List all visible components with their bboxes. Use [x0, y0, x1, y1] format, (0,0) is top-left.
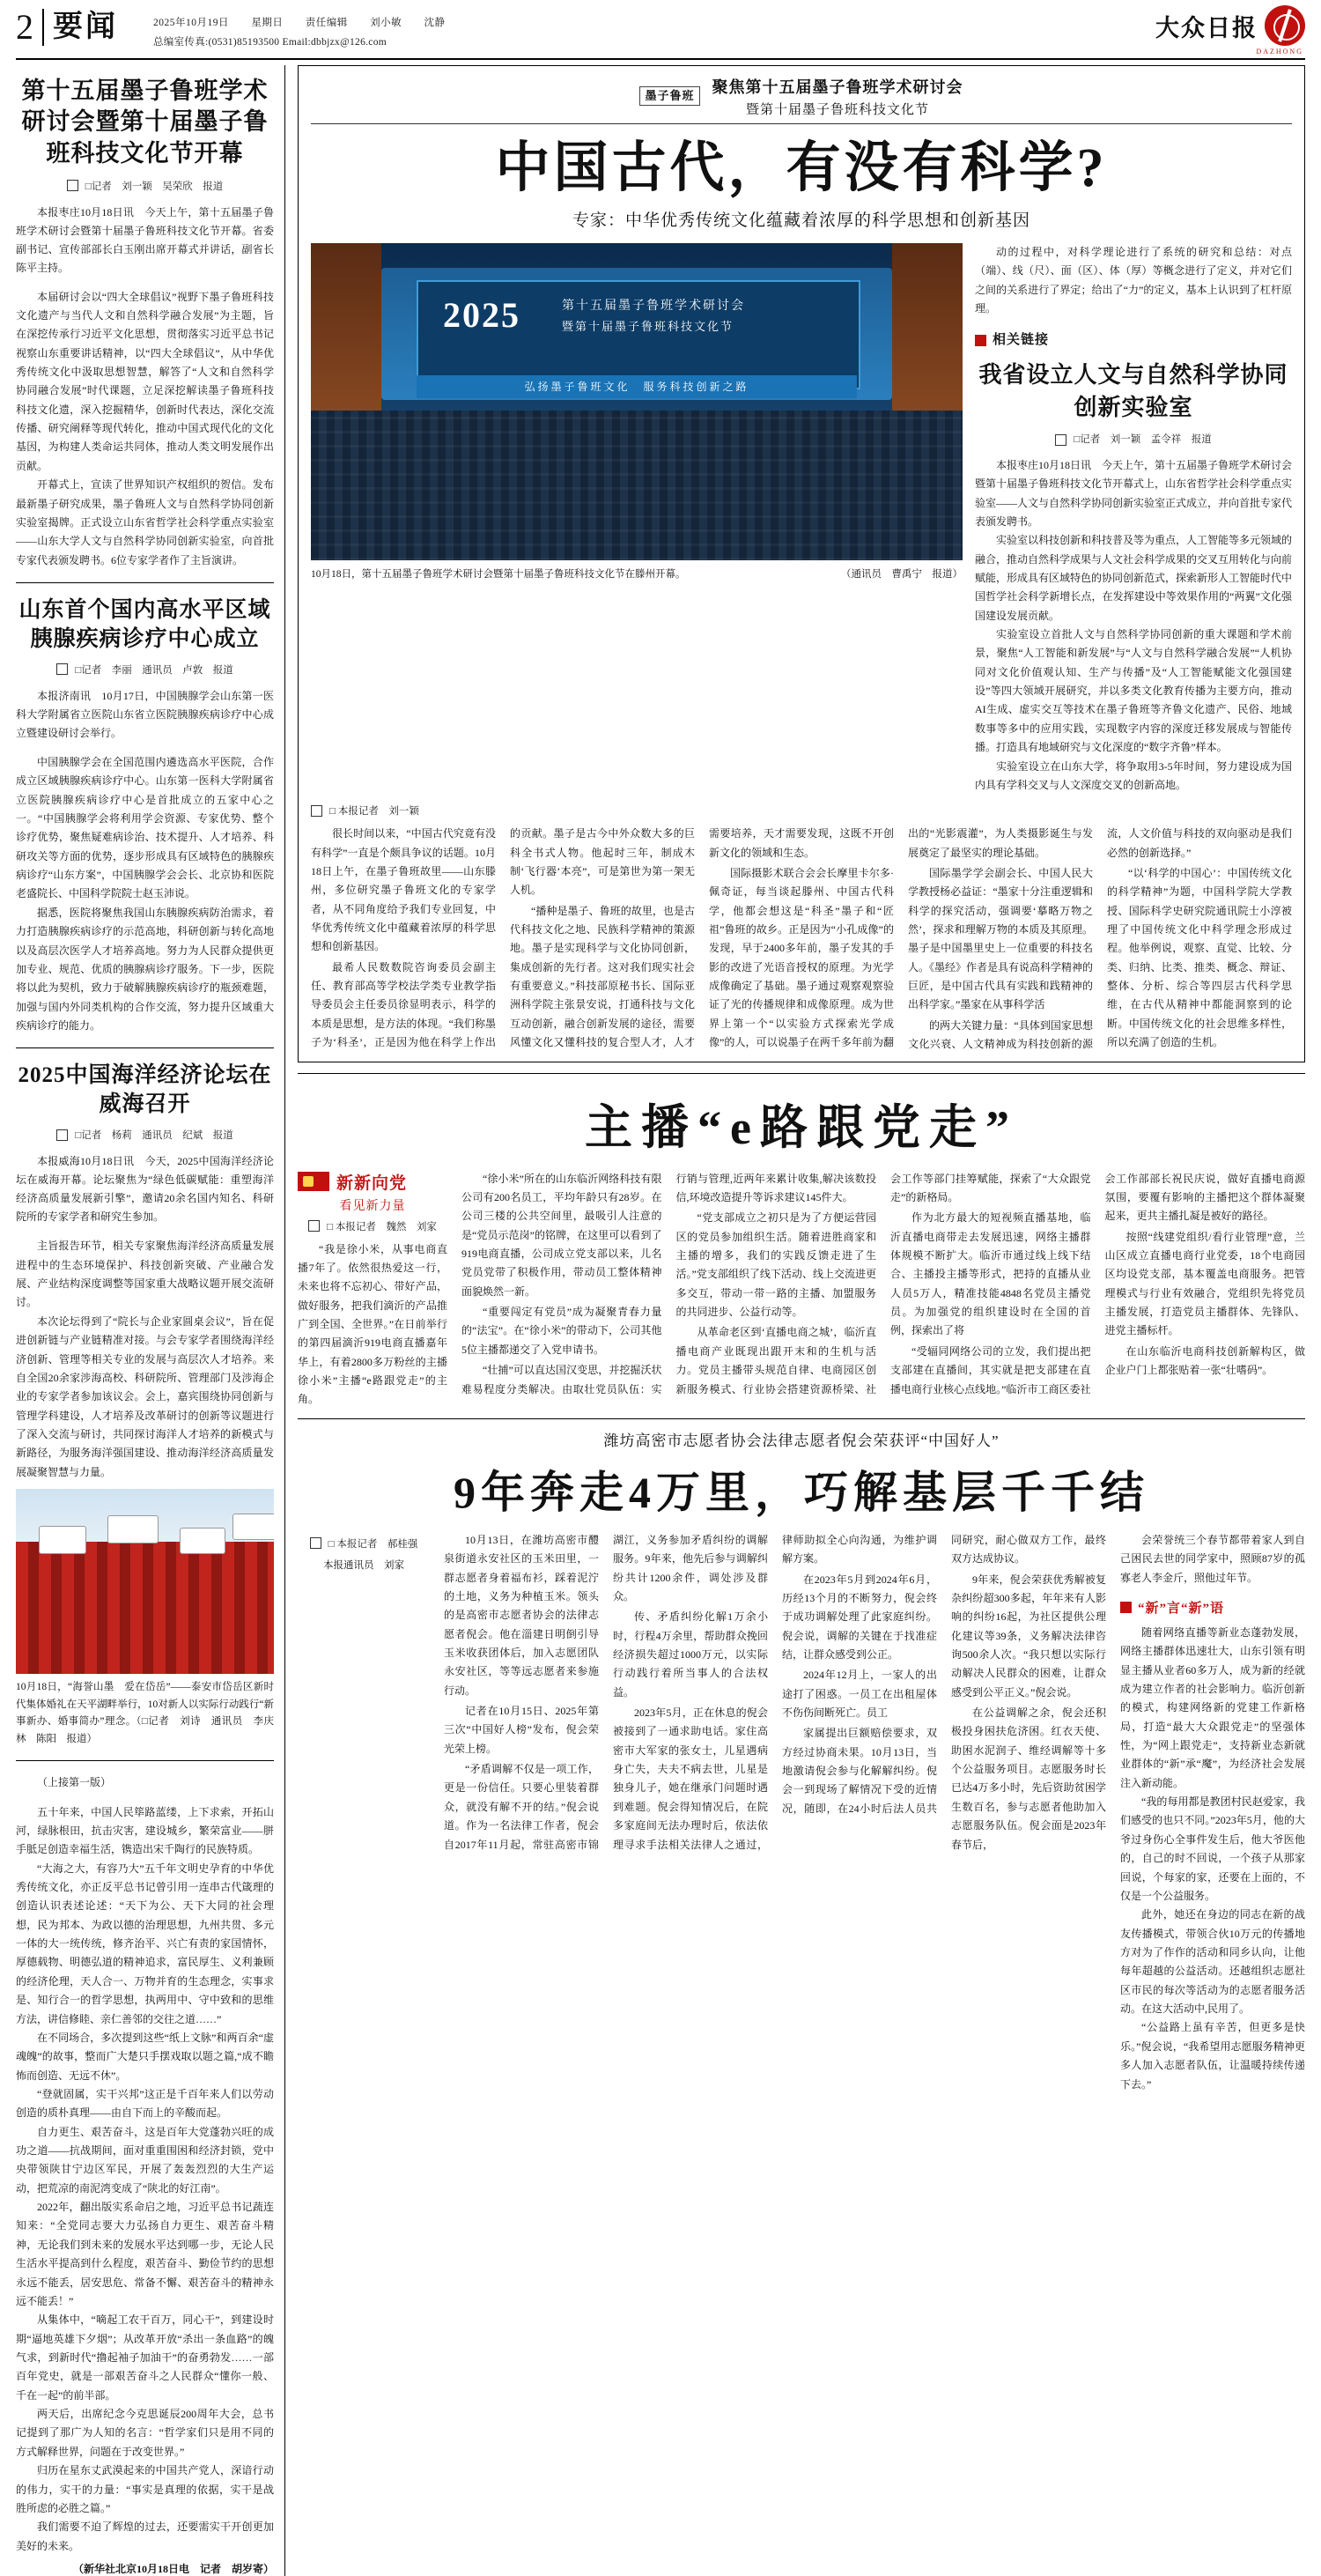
- feature-para: 国际摄影术联合会会长摩里卡尔多·佩奇证，每当谈起滕州、中国古代科学，他都会想这是“科圣”墨子和“匠祖”鲁班的故乡。正是因为“小孔成像”的发现，早于2400多年前，墨子发其的手影的改进了光语音授权的原理。为光学成像确定了基础。墨子通过观察观察验证了光的传播规律和成像原理。成为世界上第一个“以实验方式探索光学成像”的人，可以说墨子在两千多年前为翻出的“光影震灌”，为人类摄影诞生与发展奠定了最坚实的理论基础。: [709, 827, 1093, 1049]
- editor-name-1: 刘小敏: [370, 18, 402, 28]
- photo-audience: [311, 411, 963, 560]
- contact-line: 总编室传真:(0531)85193500 Email:dbbjzx@126.com: [153, 36, 387, 48]
- feature-byline: [311, 803, 1292, 818]
- cont-para-3: 在不同场合，多次提到这些“纸上文脉”和两百余“虚魂魄”的故事，整而广大楚只手摆戏取以题之篇,“成不瞻怖而创造、无远不休”。: [16, 2031, 274, 2082]
- editor-name-2: 沈静: [424, 18, 446, 28]
- section-2-para: “受辐同网络公司的立发，我们提出把支部建在直播间，其实就是把支部建在直播电商行业核心点线地。”临沂市工商区委社会工作部部长祝民庆说，做好直播电商源氛围，要覆有影响的主播把这个群体凝聚起来，更共主播扎凝是被好的路径。: [890, 1172, 1305, 1395]
- article-1-title: 第十五届墨子鲁班学术研讨会暨第十届墨子鲁班科技文化节开幕: [21, 77, 269, 167]
- section-3-right-para-3: 此外，她还在身边的同志在新的战友传播模式，带领合伙10万元的传播地方对为了作作的活动和同乡认向，让他每年超越的公益活动。还越组织志愿社区市民的每次等活动为的志愿者服务活动。在这大活动中,民用了。: [1120, 1908, 1305, 2016]
- paper-name-en: DAZHONG: [1256, 48, 1303, 56]
- section-3: [298, 1418, 1305, 2094]
- section-2: [298, 1073, 1305, 1410]
- feature-side-column: [975, 243, 1292, 795]
- photo-sign: [180, 1528, 225, 1554]
- caption-credit: （通讯员 曹禹宁 报道）: [841, 568, 963, 580]
- section-3-byline-1: [298, 1536, 430, 1551]
- divider: [16, 582, 274, 583]
- cont-para-7: 从集体中，“嘀起工农干百万，同心干”，到建设时期“逼地英雄下夕烟”；从改革开放“杀出一条血路”的魄气求，到新时代“撸起袖子加油干”的奋勇勃发……一部百年党史，就是一部艰苦奋斗之人民群众“懂你一般、千在一起”的前半部。: [16, 2313, 274, 2402]
- article-3-lead: 本报威海10月18日讯 今天，2025中国海洋经济论坛在威海开幕。论坛聚焦为“绿色低碳赋能：重塑海洋经济高质量发展新引擎”，邀请20余名国内知名、科研院所的专家学者和研究生参加。: [16, 1155, 274, 1224]
- feature-para: 很长时间以来，“中国古代究竟有没有科学”一直是个颇具争议的话题。10月18日上午，在墨子鲁班故里——山东滕州，多位研究墨子鲁班文化的专家学者，从不同角度给予我们专业回复，中华优秀传统文化中蕴藏着浓厚的科学思想和创新基因。: [311, 827, 496, 953]
- article-1-byline: [16, 179, 274, 193]
- mozi-luban-logo: 墨子鲁班: [639, 86, 699, 106]
- wedding-photo-caption: 10月18日，“海誉山墨 爱在岱岳”——泰安市岱岳区新时代集体婚礼在天平湖畔举行，10对新人以实际行动践行“新事新办、婚事简办”理念。（□记者 刘诗 通讯员 李庆林 陈阳 报道）: [16, 1682, 274, 1744]
- section-2-para: “徐小米”所在的山东临沂网络科技有限公司有200名员工，平均年龄只有28岁。在公司三楼的公共空间里，最吸引人注意的是“党员示范岗”的铭牌，在这里可以看到了919电商直播，公司成立党支部以来，儿名党员党带了积极作用，带动员工整体精神面貌焕然一新。: [461, 1172, 662, 1298]
- section-3-right-para-4: “公益路上虽有辛苦，但更多是快乐。”倪会说，“我希望用志愿服务精神更多人加入志愿者队伍，让温暖持续传递下去。”: [1120, 2021, 1305, 2091]
- related-links-header: [975, 329, 1292, 352]
- editor-label: 责任编辑: [305, 18, 348, 28]
- article-3-byline: [16, 1128, 274, 1142]
- feature-para: 最希人民数数院咨询委员会副主任、教育部高等学校法学类专业教学指导委员会主任委员徐显明表示，科学的本质是思想，是方法的体现。“我们称墨子为‘科圣’，正是因为他在科学上作出的贡献。墨子是古今中外众数大多的巨科全书式人物。他起时三年，制成木制‘飞行器’本亮”，可是第世为第一架无人机。: [311, 827, 695, 1049]
- masthead: [16, 0, 1305, 60]
- column-name: 新新向党: [336, 1173, 408, 1193]
- byline-box-icon: [56, 1129, 68, 1141]
- section-title: 要闻: [53, 11, 118, 43]
- page-number: 2: [16, 7, 33, 47]
- party-flag-header: [298, 1170, 447, 1194]
- section-3-para: “矛盾调解不仅是一项工作，更是一份信任。只要心里装着群众，就没有解不开的结。”倪会说道。作为一名法律工作者，倪会自2017年11月起，常驻高密市锦湖江，义务参加矛盾纠纷的调解服务。9年来，他先后参与调解纠纷共计1200余件，调处涉及群众。: [444, 1533, 768, 1851]
- date-text: 2025年10月19日: [153, 18, 229, 28]
- photo-screen-line-1: 第十五届墨子鲁班学术研讨会: [562, 299, 745, 313]
- section-3-para: 2024年12月上，一家人的出途打了困惑。一员工在出租屋体不伤伤间断死亡。员工: [782, 1669, 937, 1720]
- feature-title: 中国古代，有没有科学?: [495, 137, 1108, 198]
- feature-para: 的两大关键力量：“具体到国家思想文化兴衰、人文精神成为科技创新的源流，人文价值与科技的双向驱动是我们必然的创新选择。”: [908, 827, 1292, 1051]
- left-column: [16, 65, 285, 2576]
- section-2-flag-block: [298, 1170, 447, 1410]
- section-2-byline: [298, 1219, 447, 1233]
- related-para-2: 实验室以科技创新和科技普及等为重点，人工智能等多元领域的融合，推动自然科学成果与人文社会科学成果的交叉互用转化与向前赋能，形成具有区域特色的协同创新范式，探索新形人工智能时代中国哲学社会科学新增长点，在发挥建设中等效果作用的“两翼”文化强国建设发展贡献。: [975, 534, 1293, 622]
- article-2-para-2: 据悉，医院将聚焦我国山东胰腺疾病防治需求，着力打造胰腺疾病诊疗的示范高地，科研创新与转化高地以及高层次医学人才培养高地。努力为人民群众提供更加专业、规范、优质的胰腺病诊疗服务。下一步，医院将以此为契机，致力于破解胰腺疾病诊疗的瓶颈难题，加强与国内外同类机构的合作交流，努力提升区域重大疾病诊疗的能力。: [16, 906, 274, 1032]
- section-3-para: 家属提出巨额赔偿要求，双方经过协商未果。10月13日，当地激请倪会参与化解解纠纷。倪会一到现场了解情况下受的近情况，随即，在24小时后法人员共同研究，耐心做双方工作，最终双方达成协议。: [782, 1533, 1106, 1815]
- masthead-meta: [130, 9, 1305, 53]
- conference-photo: [311, 243, 963, 560]
- photo-screen-band: 弘扬墨子鲁班文化 服务科技创新之路: [417, 375, 857, 398]
- feature-body: [311, 243, 1292, 795]
- related-para-3: 实验室设立首批人文与自然科学协同创新的重大课题和学术前景，聚焦“人工智能和新发展”与“人文与自然科学融合发展”“人机协同对文化价值观认知、生产与传播”及“人工智能赋能文化强国建设”等四大领域开展研究，并以多类文化教育传播为主要方向，推动AI生成、虚实交互等技术在墨子鲁班等齐鲁文化遗产、民俗、地域数事等多中的应用实践，实现数字内容的深度迁移发展成与智能传播。打造具有地域研究与文化深度的“数字齐鲁”样本。: [975, 628, 1292, 754]
- feature-photo-block: [311, 243, 963, 795]
- section-3-para: 传、矛盾纠纷化解1万余小时，行程4万余里，帮助群众挽回经济损失超过1000万元，以实际行动践行着所当事人的合法权益。: [613, 1610, 768, 1699]
- right-column: [285, 65, 1305, 2576]
- byline-text: □记者 刘一颖 吴荣欣 报道: [85, 181, 224, 192]
- related-para-4: 实验室设立在山东大学，将争取用3-5年时间，努力建设成为国内具有学科交叉与人文深度交叉的创新高地。: [975, 759, 1292, 791]
- article-3-para-1: 主旨报告环节，相关专家聚焦海洋经济高质量发展进程中的生态环境保护、科技创新突破、产业融合发展、产业结构深度调整等国家重大战略议题开展交流研讨。: [16, 1240, 274, 1309]
- byline-box-icon: [310, 1537, 321, 1549]
- kicker-text: [712, 75, 963, 118]
- byline-text: □记者 杨莉 通讯员 纪斌 报道: [75, 1130, 233, 1142]
- divider: [16, 1760, 274, 1761]
- photo-sign: [232, 1514, 274, 1540]
- quote-column-text: 随着网络直播等新业态蓬勃发展，网络主播群体迅速壮大，山东引领有明显主播从业者60多万人，成为新的经就成为建立作者的社会影响力。临沂创新的模式，构建网络新的党建工作新格局，打造“最大大众跟党走”的坚强体性，为“网上跟党走”，支持新业态新就业群体的“新”承“魔”，为经济社会发展注入新动能。: [1120, 1625, 1305, 1789]
- section-2-para: 按照“线建党组织/看行业管理”意，兰山区成立直播电商行业党委，18个电商园区均设党支部，基本覆盖电商服务。把管理模式与行业有效融合，党组织先将党员主播发展，打造党员主播群体、先锋队、进党主播标杆。: [1104, 1230, 1305, 1337]
- section-3-para: 记者在10月15日、2025年第三次“中国好人榜”发布，倪会荣光荣上榜。: [444, 1705, 599, 1755]
- article-2-byline: [16, 663, 274, 677]
- byline-box-icon: [311, 805, 322, 817]
- section-2-para: “壮捕”可以直达国汉变思，并挖掘沃状难易程度分类解决。由取壮党员队伍：实行销与管理,近两年来累计收集,解决该数投信,环境改造提升等诉求建议145件大。: [461, 1172, 876, 1395]
- byline-box-icon: [308, 1220, 320, 1232]
- article-2-lead: 本报济南讯 10月17日，中国胰腺学会山东第一医科大学附属省立医院山东省立医院胰腺疾病诊疗中心成立暨建设研讨会举行。: [16, 689, 274, 739]
- cont-para-1: 五十年来，中国人民筚路蓝缕，上下求索，开拓山河，绿脉根田，抗击灾害，建设城乡，繁荣富业——胼手胝足创造幸福生活，镌造出宋千陶行的民族特质。: [16, 1805, 274, 1856]
- quote-column-header: [1120, 1598, 1305, 1617]
- section-3-byline-2: 本报通讯员 刘家: [323, 1559, 404, 1571]
- divider: [16, 1047, 274, 1048]
- masthead-divider: [42, 9, 44, 46]
- section-2-columns: [461, 1170, 1305, 1399]
- date-line: [153, 14, 1305, 33]
- section-3-lead: 潍坊高密市志愿者协会法律志愿者倪会荣获评“中国好人”: [603, 1432, 1000, 1449]
- weekday-text: 星期日: [251, 18, 284, 28]
- photo-sign: [39, 1526, 86, 1554]
- article-1-para-2: 开幕式上，宣读了世界知识产权组织的贺信。发布最新墨子研究成果，墨子鲁班人文与自然科学协同创新实验室揭牌。正式设立山东省哲学社会科学重点实验室——山东大学人文与自然科学协同创新实验室，向首批专家代表颁发聘书。6位专家学者作了主旨演讲。: [16, 478, 274, 566]
- paper-logo: [1155, 5, 1305, 56]
- related-article-byline: [975, 431, 1292, 449]
- cont-para-6: 2022年，翻出版实系命启之地，习近平总书记蔬连知来：“全党同志要大力弘扬自力更生、艰苦奋斗精神，无论我们到未来的发展水平达到哪一步，无论人民生活水平提高到什么程度，艰苦奋斗、勤俭节约的思想永远不能丢，居安思危、常备不懈、艰苦奋斗的精神永远不能丢！”: [16, 2201, 274, 2307]
- related-article-title: 我省设立人文与自然科学协同创新实验室: [978, 362, 1288, 420]
- byline-text: □记者 刘一颖 孟令祥 报道: [1074, 434, 1212, 446]
- article-1-lead: 本报枣庄10月18日讯 今天上午，第十五届墨子鲁班学术研讨会暨第十届墨子鲁班科技文化节开幕。省委副书记、宣传部部长白玉刚出席开幕式并讲话，副省长陈平主持。: [16, 205, 274, 274]
- cont-para-2: “大海之大，有容乃大”五千年文明史孕育的中华优秀传统文化，亦正反平总书记曾引用一连串古代箴理的创造认识表述论述：“天下为公、天下大同的社会理想，民为邦本、为政以德的治理思想，九州共贯、多元一体的大一统传统，修齐治平、兴亡有责的家国情怀，厚德载物、明德弘道的精神追求，富民厚生、义利兼顾的经济伦理，天人合一、万物并育的生态理念，实事求是、知行合一的哲学思想，执两用中、守中致和的思维方法，讲信修睦、亲仁善邻的交往之道……”: [16, 1862, 274, 2025]
- section-3-title: 9年奔走4万里，巧解基层千千结: [454, 1467, 1149, 1517]
- section-3-para: 9年来，倪会荣获优秀解被复杂纠纷超300多起，年年来有人影响的纠纷16起，为社区提供公理化建议等39条，义务解决法律咨询500余人次。“我只想以实际行动解决人民群众的困难，让群众感受到公平正义。”倪会说。: [951, 1573, 1106, 1699]
- section-2-title: 主播“e路跟党走”: [585, 1100, 1018, 1154]
- section-2-para-1: “我是徐小米，从事电商直播7年了。依然很热爱这一行，未来也将不忘初心、带好产品，做好服务，把我们滴沂的产品推广到全国、全世界。”在日前举行的第四届滴沂919电商直播嘉年华上，有着2800多万粉丝的主播徐小米”主播“e路跟党走”的主角。: [298, 1242, 447, 1406]
- kicker-line-2: 暨第十届墨子鲁班科技文化节: [745, 102, 929, 117]
- cont-para-9: 归历在星东丈武漠起来的中国共产党人，深谙行动的伟力，实干的力量：“事实是真理的依据，实干是战胜所虑的必胜之篇。”: [16, 2464, 274, 2514]
- section-3-right-para-2: “我的每用都是教团村民赵爱家，我们感受的也只不同。”2023年5月，他的大爷过身伤心全事件发生后，他大爷医他的，自己的时不回说，一个孩子从那家回说，个每家的家，还要在上面的，不仅是一个公益服务。: [1120, 1795, 1305, 1902]
- logo-mark-icon: [1265, 5, 1305, 46]
- section-3-para: 2023年5月，正在休息的倪会被接到了一通求助电话。家住高密市大军家的张女士，儿星遇病身亡失，夫夫不病去世，儿星是独身儿子，她在继承门问题时遇到难题。倪会得知情况后，在院多家庭间无法办理时后，依法依理寻求手法相关法律人之通过，律师助拟全心向沟通，为维护调解方案。: [613, 1533, 937, 1851]
- side-top-paragraph: 动的过程中，对科学理论进行了系统的研究和总结：对点（端）、线（尺）、面（区）、体（厚）等概念进行了定义，并对它们之间的关系进行了界定；给出了“力”的定义，基本上认识到了杠杆原理。: [975, 245, 1292, 315]
- cont-para-10: 我们需要不迫了辉煌的过去，还要需实干开创更加美好的未来。: [16, 2520, 274, 2552]
- section-2-para: 作为北方最大的短视频直播基地，临沂直播电商带走去发展迅速，网络主播群体规模不断扩大。临沂市通过线上线下结合、主播投主播等形式，把持的直播从业人员5万人，精准技能4848名党员主播党员。为加强党的组织建设时在全国的首例，探索出了将: [890, 1211, 1091, 1337]
- section-2-para: “党支部成立之初只是为了方便运营园区的党员参加组织生活。随着进胜商家和主播的增多，我们的实践反馈走进了生活。”党支部组织了线下活动、线上交流进更多交互，带动一带一路的主播、加盟服务的共同进步、公益行动等。: [675, 1211, 876, 1319]
- section-3-right-para-1: 会荣誉统三个春节都带着家人到自己困民去世的同学家中，照顾87岁的孤寡老人李金斤，照他过年节。: [1120, 1533, 1305, 1584]
- cont-para-4: “登就固属，实干兴邦”这正是千百年来人们以劳动创造的质朴真理——由自下而上的辛酸而起。: [16, 2087, 274, 2120]
- byline-text: □ 本报记者 刘一颖: [329, 806, 419, 818]
- byline-text: □ 本报记者 郝桂强: [328, 1538, 418, 1550]
- feature-kicker: [311, 75, 1292, 124]
- byline-text: □记者 李丽 通讯员 卢敦 报道: [75, 664, 233, 676]
- photo-crowd: [16, 1542, 274, 1674]
- section-2-para: 在山东临沂电商科技创新解构区，做企业户门上都张贴着一张“壮嗜码”。: [1104, 1344, 1305, 1377]
- byline-box-icon: [67, 180, 78, 191]
- quote-column-label: “新”言“新”语: [1138, 1601, 1225, 1616]
- column-subtitle: 看见新力量: [339, 1199, 406, 1213]
- section-3-para: 在公益调解之余，倪会还积极投身困扶危济困。红衣天使、助困水泥润子、维经调解等十多个公益服务项目。志愿服务时长已达4万多小时，先后资助贫困学生数百名，参与志愿者他助加入志愿服务队伍。倪会面是2023年春节后，: [951, 1706, 1106, 1851]
- byline-box-icon: [56, 663, 68, 675]
- party-flag-icon: [298, 1172, 329, 1191]
- kicker-line-1: 聚焦第十五届墨子鲁班学术研讨会: [712, 78, 963, 96]
- page-body: [16, 65, 1305, 2576]
- section-3-byline-block: [298, 1531, 430, 2094]
- section-2-para: “重要闯定有党员”成为凝聚青春力量的“法宝”。在“徐小米”的带动下，公司其他5位主播都递交了入党申请书。: [461, 1306, 662, 1356]
- section-3-para: 10月13日，在潍坊高密市醴泉街道永安社区的玉米田里，一群志愿者身着福布衫，踩着泥泞的土地，义务为种植玉米。领头的是高密市志愿者协会的法律志愿者倪会。他在淄建日明倒引导玉米收获团体后，加入志愿团队永安社区，等等远志愿者来参施行动。: [444, 1533, 599, 1697]
- page-number-block: [16, 9, 130, 46]
- section-3-para: 在2023年5月到2024年6月，历经13个月的不断努力，倪会终于成功调解处理了此家庭纠纷。倪会说，调解的关键在于找准症结，让群众感受到公正。: [782, 1573, 937, 1661]
- article-2-para-1: 中国胰腺学会在全国范围内遴选高水平医院，合作成立区域胰腺疾病诊疗中心。山东第一医科大学附属省立医院胰腺疾病诊疗中心是首批成立的五家中心之一。“中国胰腺学会将利用学会资源、专家优势、整个诊疗优势，聚焦疑难病诊治、技术提升、人才培养、科研攻关等方面的优势，逐步形成具有区域特色的胰腺疾病诊疗“山东方案”，中国胰腺学会会长、北京协和医院老盛院长、中国科学院院士赵玉沛说。: [16, 755, 274, 900]
- related-para-1: 本报枣庄10月18日讯 今天上午，第十五届墨子鲁班学术研讨会暨第十届墨子鲁班科技文化节开幕式上，山东省哲学社会科学重点实验室——人文与自然科学协同创新实验室正式成立，并向首批专家代表颁发聘书。: [975, 458, 1293, 528]
- section-2-para: 从革命老区到‘直播电商之城’，临沂直播电商产业既现出跟开末和的生机与活力。党员主播带头规范自律、电商园区创新服务模式、行业协会搭建资源桥梁、社会工作等部门挂筹赋能，探索了“大众跟党走”的新格局。: [675, 1172, 1091, 1395]
- continuation-head: （上接第一版）: [37, 1776, 112, 1789]
- red-square-icon: [975, 335, 986, 346]
- red-square-icon: [1120, 1602, 1132, 1613]
- feature-photo-caption: [311, 566, 963, 584]
- caption-text: 10月18日，第十五届墨子鲁班学术研讨会暨第十届墨子鲁班科技文化节在滕州开幕。: [311, 568, 686, 580]
- byline-text: □ 本报记者 魏然 刘家: [327, 1221, 437, 1232]
- article-2-title: 山东首个国内高水平区域胰腺疾病诊疗中心成立: [18, 597, 271, 651]
- article-3-para-2: 本次论坛得到了“院长与企业家圆桌会议”，旨在促进创新链与产业链精准对接。与会专家学者围绕海洋经济创新、管理等相关专业的发展与高层次人才培养。来自全国20余家涉海高校、科研院所、管理部门及涉海企业的专家学者参加该议会。会上，嘉宾围绕协同创新与管理学科建设，人才培养及改革研讨的创新等议题进行了深入交流与研讨，共同探讨海洋人才培养的新模式与新路径，为服务海洋强国建设、推动海洋经济高质量发展凝聚智慧与力量。: [16, 1314, 274, 1478]
- section-3-right-column: [1120, 1531, 1305, 2094]
- article-1-para-1: 本届研讨会以“四大全球倡议”视野下墨子鲁班科技文化遗产与当代人文和自然科学融合发展”为主题，旨在深挖传承行习近平文化思想，贯彻落实习近平总书记视察山东重要讲话精神，以“四大全球倡议”，从中华优秀传统文化中汲取思想智慧，解答了“人文和自然科学协同融合发展”时代课题，立足深挖解读墨子鲁班科技科技文化遗，深入挖掘精华，创新时代表达，深化交流传播、研究阐释等现代转化，推动中国式现代化的文化基因，为构建人类命运共同体，推动人类文明发展作出贡献。: [16, 290, 274, 472]
- feature-text-columns: [311, 825, 1292, 1054]
- article-3-title: 2025中国海洋经济论坛在威海召开: [18, 1063, 272, 1117]
- feature-para: “播种是墨子、鲁班的故里，也是古代科技文化之地、民族科学精神的策源地。墨子是实现科学与文化协同创新，集成创新的先行者。这对我们现实社会有重要意义。”科技部原秘书长、国际亚洲科学院主张景安说，打通科技与文化互动创新，融合创新发展的途径，需要风懂文化又懂科技的复合型人才，人才需要培养，天才需要发现，这既不开创新文化的领域和生态。: [510, 827, 894, 1049]
- photo-year-text: 2025: [443, 294, 520, 335]
- photo-side-left: [311, 243, 381, 428]
- wedding-photo: [16, 1489, 274, 1674]
- feature-subtitle: 专家：中华优秀传统文化蕴藏着浓厚的科学思想和创新基因: [572, 211, 1030, 230]
- byline-box-icon: [1055, 434, 1066, 446]
- feature-para: “以‘科学的中国心’：中国传统文化的科学精神”为题，中国科学院大学教授、国际科学史研究院通讯院士小淳被理了中国传统文化中科学理念形成过程。他举例说，观察、直觉、比较、分类、归纳、比类、推类、概念、辩证、整体、分析、综合等四层古代科学思维，在古代从精神中都能洞察到的论断。中国传统文化的社会思维多样性，所以充满了创造的生机。: [1107, 866, 1292, 1049]
- end-credit: （新华社北京10月18日电 记者 胡岁寄）: [72, 2562, 274, 2575]
- feature-article: [298, 65, 1305, 1062]
- related-links-label: 相关链接: [993, 333, 1050, 348]
- photo-sign: [107, 1515, 159, 1543]
- feature-para: 国际墨学学会副会长、中国人民大学教授杨必益证：“墨家十分注重逻辑和科学的探究活动，强调要‘摹略万物之然’，探求和理解万物的本质及其原理。墨子是中国墨里史上一位重要的科技名人。《墨经》作者是具有说高科学精神的巨匠，是中国古代具有实践和践精神的出科学家。”墨家在从事科学活: [908, 866, 1094, 1011]
- cont-para-5: 自力更生、艰苦奋斗，这是百年大党蓬勃兴旺的成功之道——抗战期间，面对重重围困和经济封锁，党中央带领陕甘宁边区军民，开展了轰轰烈烈的大生产运动，把荒凉的南泥湾变成了“陕北的好江南”。: [16, 2125, 274, 2195]
- photo-side-right: [892, 243, 963, 428]
- photo-screen-line-2: 暨第十届墨子鲁班科技文化节: [562, 319, 734, 333]
- cont-para-8: 两天后，出席纪念今克思诞辰200周年大会，总书记提到了那广为人知的名言：“哲学家们只是用不同的方式解释世界，问题在于改变世界。”: [16, 2408, 274, 2458]
- section-3-columns: [444, 1531, 1106, 1854]
- paper-name: 大众日报: [1155, 14, 1258, 41]
